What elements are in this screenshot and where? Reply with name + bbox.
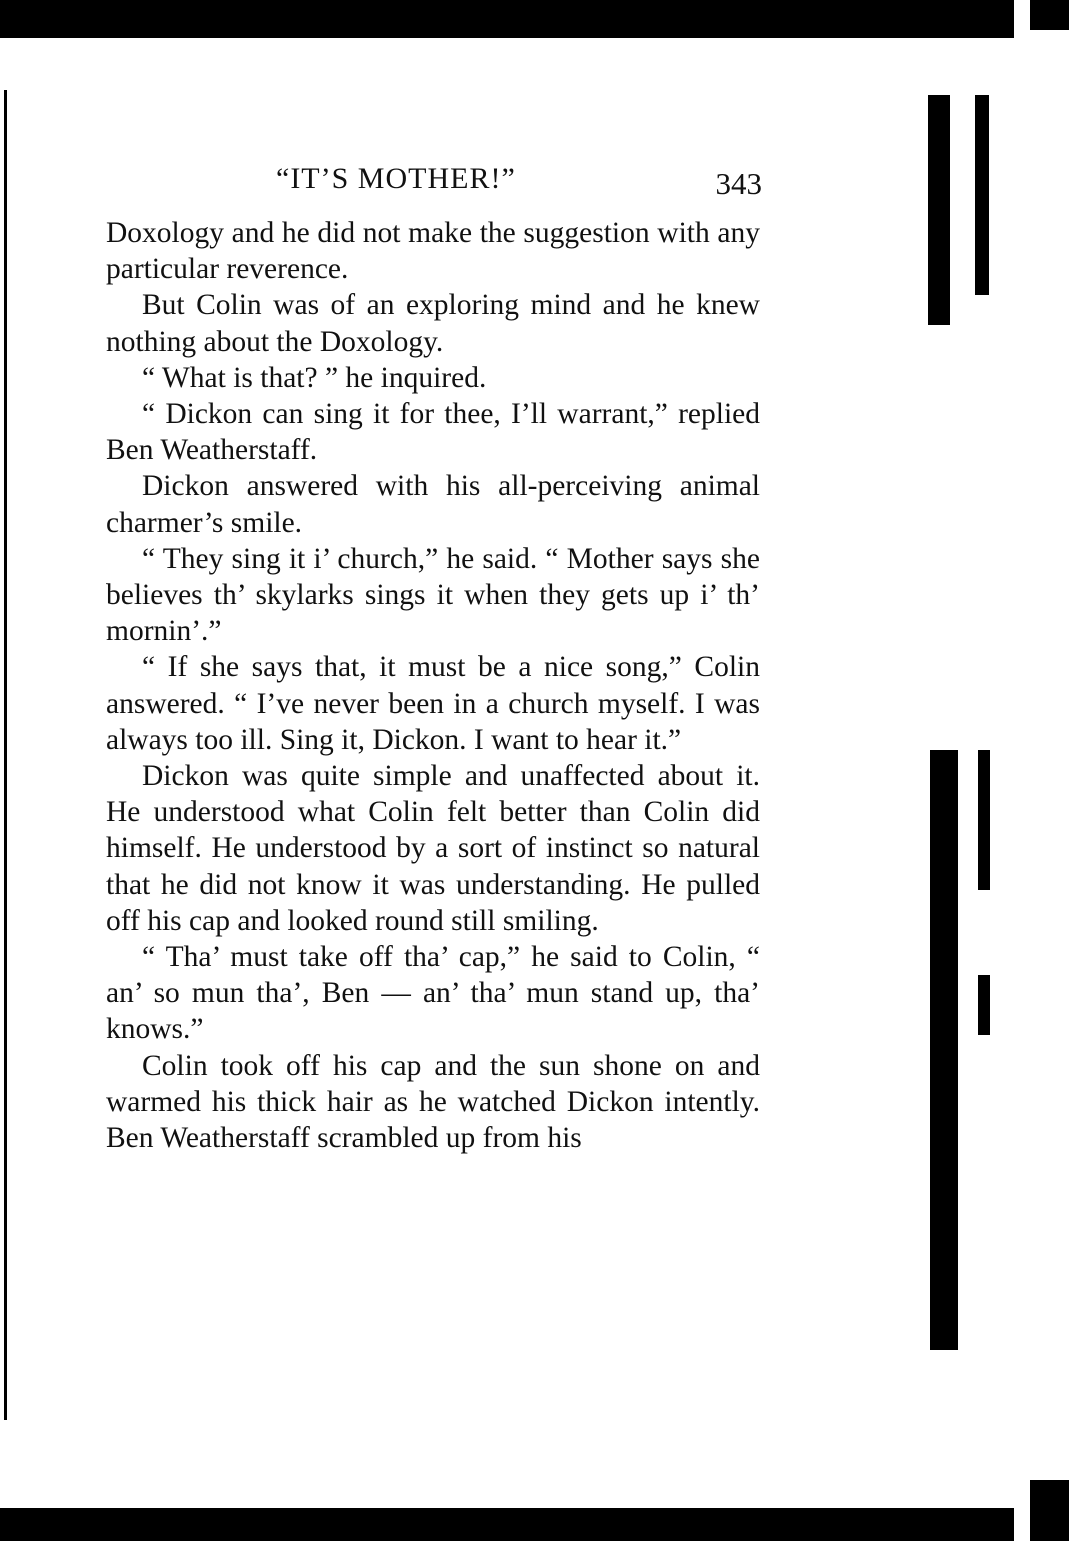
- scan-bar-right-5: [978, 975, 990, 1035]
- paragraph: Dickon was quite simple and unaffected about it. He understood what Colin felt better than Colin did himself. He understood by a sort of instinct so natural that he did not know it was understanding. He pulled off his cap and looked round still smiling.: [106, 760, 760, 937]
- scan-bar-bottom-right: [1030, 1480, 1069, 1541]
- page-header: [106, 158, 762, 208]
- paragraph: “ They sing it i’ church,” he said. “ Mother says she believes th’ skylarks sings it when they gets up i’ th’ mornin’.”: [106, 542, 760, 648]
- paragraph: “ What is that? ” he inquired.: [142, 361, 487, 394]
- scan-bar-right-3: [930, 750, 958, 1350]
- scan-bar-right-4: [978, 750, 990, 890]
- paragraph: “ Tha’ must take off tha’ cap,” he said to Colin, “ an’ so mun tha’, Ben — an’ tha’ mun stand up, tha’ knows.”: [106, 941, 760, 1046]
- body-text: [106, 215, 760, 1156]
- scan-bar-right-2: [975, 95, 989, 295]
- scan-edge: [1014, 0, 1069, 1541]
- paragraph: Doxology and he did not make the suggestion with any particular reverence.: [106, 217, 760, 286]
- paragraph: Dickon answered with his all-perceiving animal charmer’s smile.: [106, 470, 760, 539]
- page-number: 343: [715, 166, 762, 201]
- scan-bar-right-1: [928, 95, 950, 325]
- paragraph: “ Dickon can sing it for thee, I’ll warrant,” replied Ben Weatherstaff.: [106, 398, 760, 467]
- paragraph: “ If she says that, it must be a nice song,” Colin answered. “ I’ve never been in a church myself. I was always too ill. Sing it, Dickon. I want to hear it.”: [106, 651, 760, 756]
- running-title: “IT’S MOTHER!”: [276, 162, 516, 195]
- paragraph: Colin took off his cap and the sun shone on and warmed his thick hair as he watched Dickon intently. Ben Weatherstaff scrambled up from his: [106, 1049, 760, 1155]
- scan-bar-top-right: [1030, 0, 1069, 30]
- scan-bar-left: [4, 90, 7, 1420]
- paragraph: But Colin was of an exploring mind and he knew nothing about the Doxology.: [106, 289, 760, 358]
